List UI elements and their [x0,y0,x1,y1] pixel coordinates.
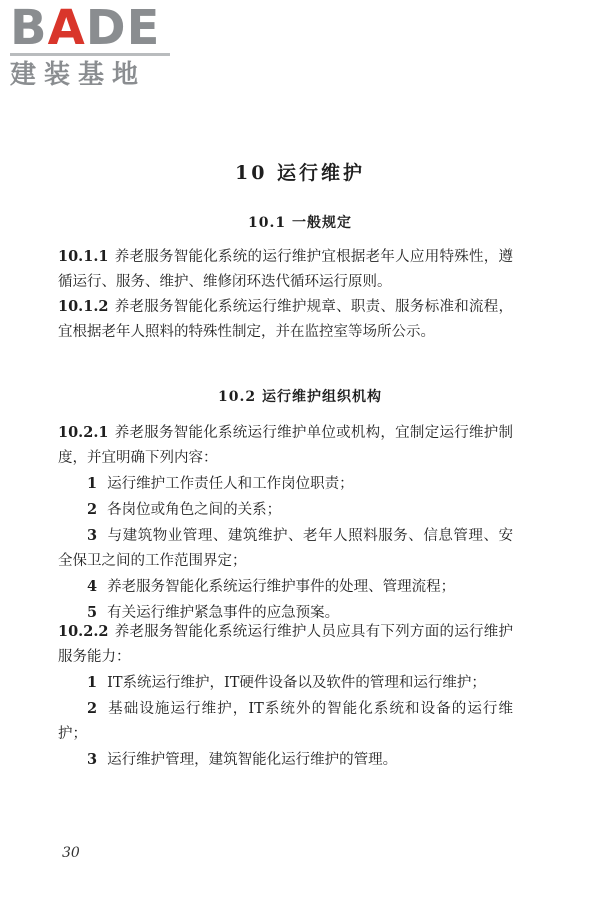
list-item [58,747,513,773]
list-item-text: 与建筑物业管理、建筑维护、老年人照料服务、信息管理、安全保卫之间的工作范围界定； [58,528,513,569]
list-item [58,497,513,523]
list-item-number: 4 [87,578,98,595]
list-item-number: 3 [87,751,98,768]
chapter-title: 10 运行维护 [234,162,366,184]
clause-number: 10.1.2 [58,298,109,315]
section-title-10-2: 10.2 运行维护组织机构 [218,389,382,405]
clause-number: 10.1.1 [58,248,109,265]
list-item [58,471,513,497]
clause-text: 养老服务智能化系统运行维护单位或机构，宜制定运行维护制度，并宜明确下列内容： [58,425,513,466]
logo-letter-b: B [10,0,48,56]
list-item-number: 1 [87,475,98,492]
clause-text: 养老服务智能化系统运行维护规章、职责、服务标准和流程，宜根据老年人照料的特殊性制定，并在监控室等场所公示。 [58,299,513,340]
logo-letters-de: DE [85,0,161,56]
list-item [58,574,513,600]
list-item-number: 2 [87,501,98,518]
section-title-10-1: 10.1 一般规定 [248,215,352,231]
clause-text: 养老服务智能化系统运行维护人员应具有下列方面的运行维护服务能力： [58,624,513,665]
list-item-number: 3 [87,527,98,544]
list-item-text: IT系统运行维护，IT硬件设备以及软件的管理和运行维护； [107,675,486,691]
publisher-logo [10,0,175,90]
clause-10-2-2 [58,619,513,773]
page-number: 30 [62,845,80,861]
list-item-text: 养老服务智能化系统运行维护事件的处理、管理流程； [107,579,456,595]
clause-number: 10.2.2 [58,623,109,640]
list-item-text: 基础设施运行维护，IT系统外的智能化系统和设备的运行维护； [58,701,513,742]
list-item-text: 运行维护管理，建筑智能化运行维护的管理。 [107,752,398,768]
list-item-text: 有关运行维护紧急事件的应急预案。 [107,605,340,621]
logo-subtitle: 建装基地 [10,60,147,90]
logo-letter-a: A [47,0,86,56]
clause-text: 养老服务智能化系统的运行维护宜根据老年人应用特殊性，遵循运行、服务、维护、维修闭环迭代循环运行原则。 [58,249,513,290]
list-item-text: 运行维护工作责任人和工作岗位职责； [107,476,354,492]
clause-number: 10.2.1 [58,424,109,441]
clause-10-2-1 [58,420,513,626]
list-item-number: 5 [87,604,98,621]
list-item-number: 1 [87,674,98,691]
list-item-text: 各岗位或角色之间的关系； [107,502,282,518]
list-item-number: 2 [87,700,98,717]
list-item [58,670,513,696]
clause-10-1-1 [58,244,513,295]
logo-wordmark [10,0,175,56]
clause-10-1-2 [58,294,513,345]
list-item [58,696,513,747]
list-item [58,523,513,574]
